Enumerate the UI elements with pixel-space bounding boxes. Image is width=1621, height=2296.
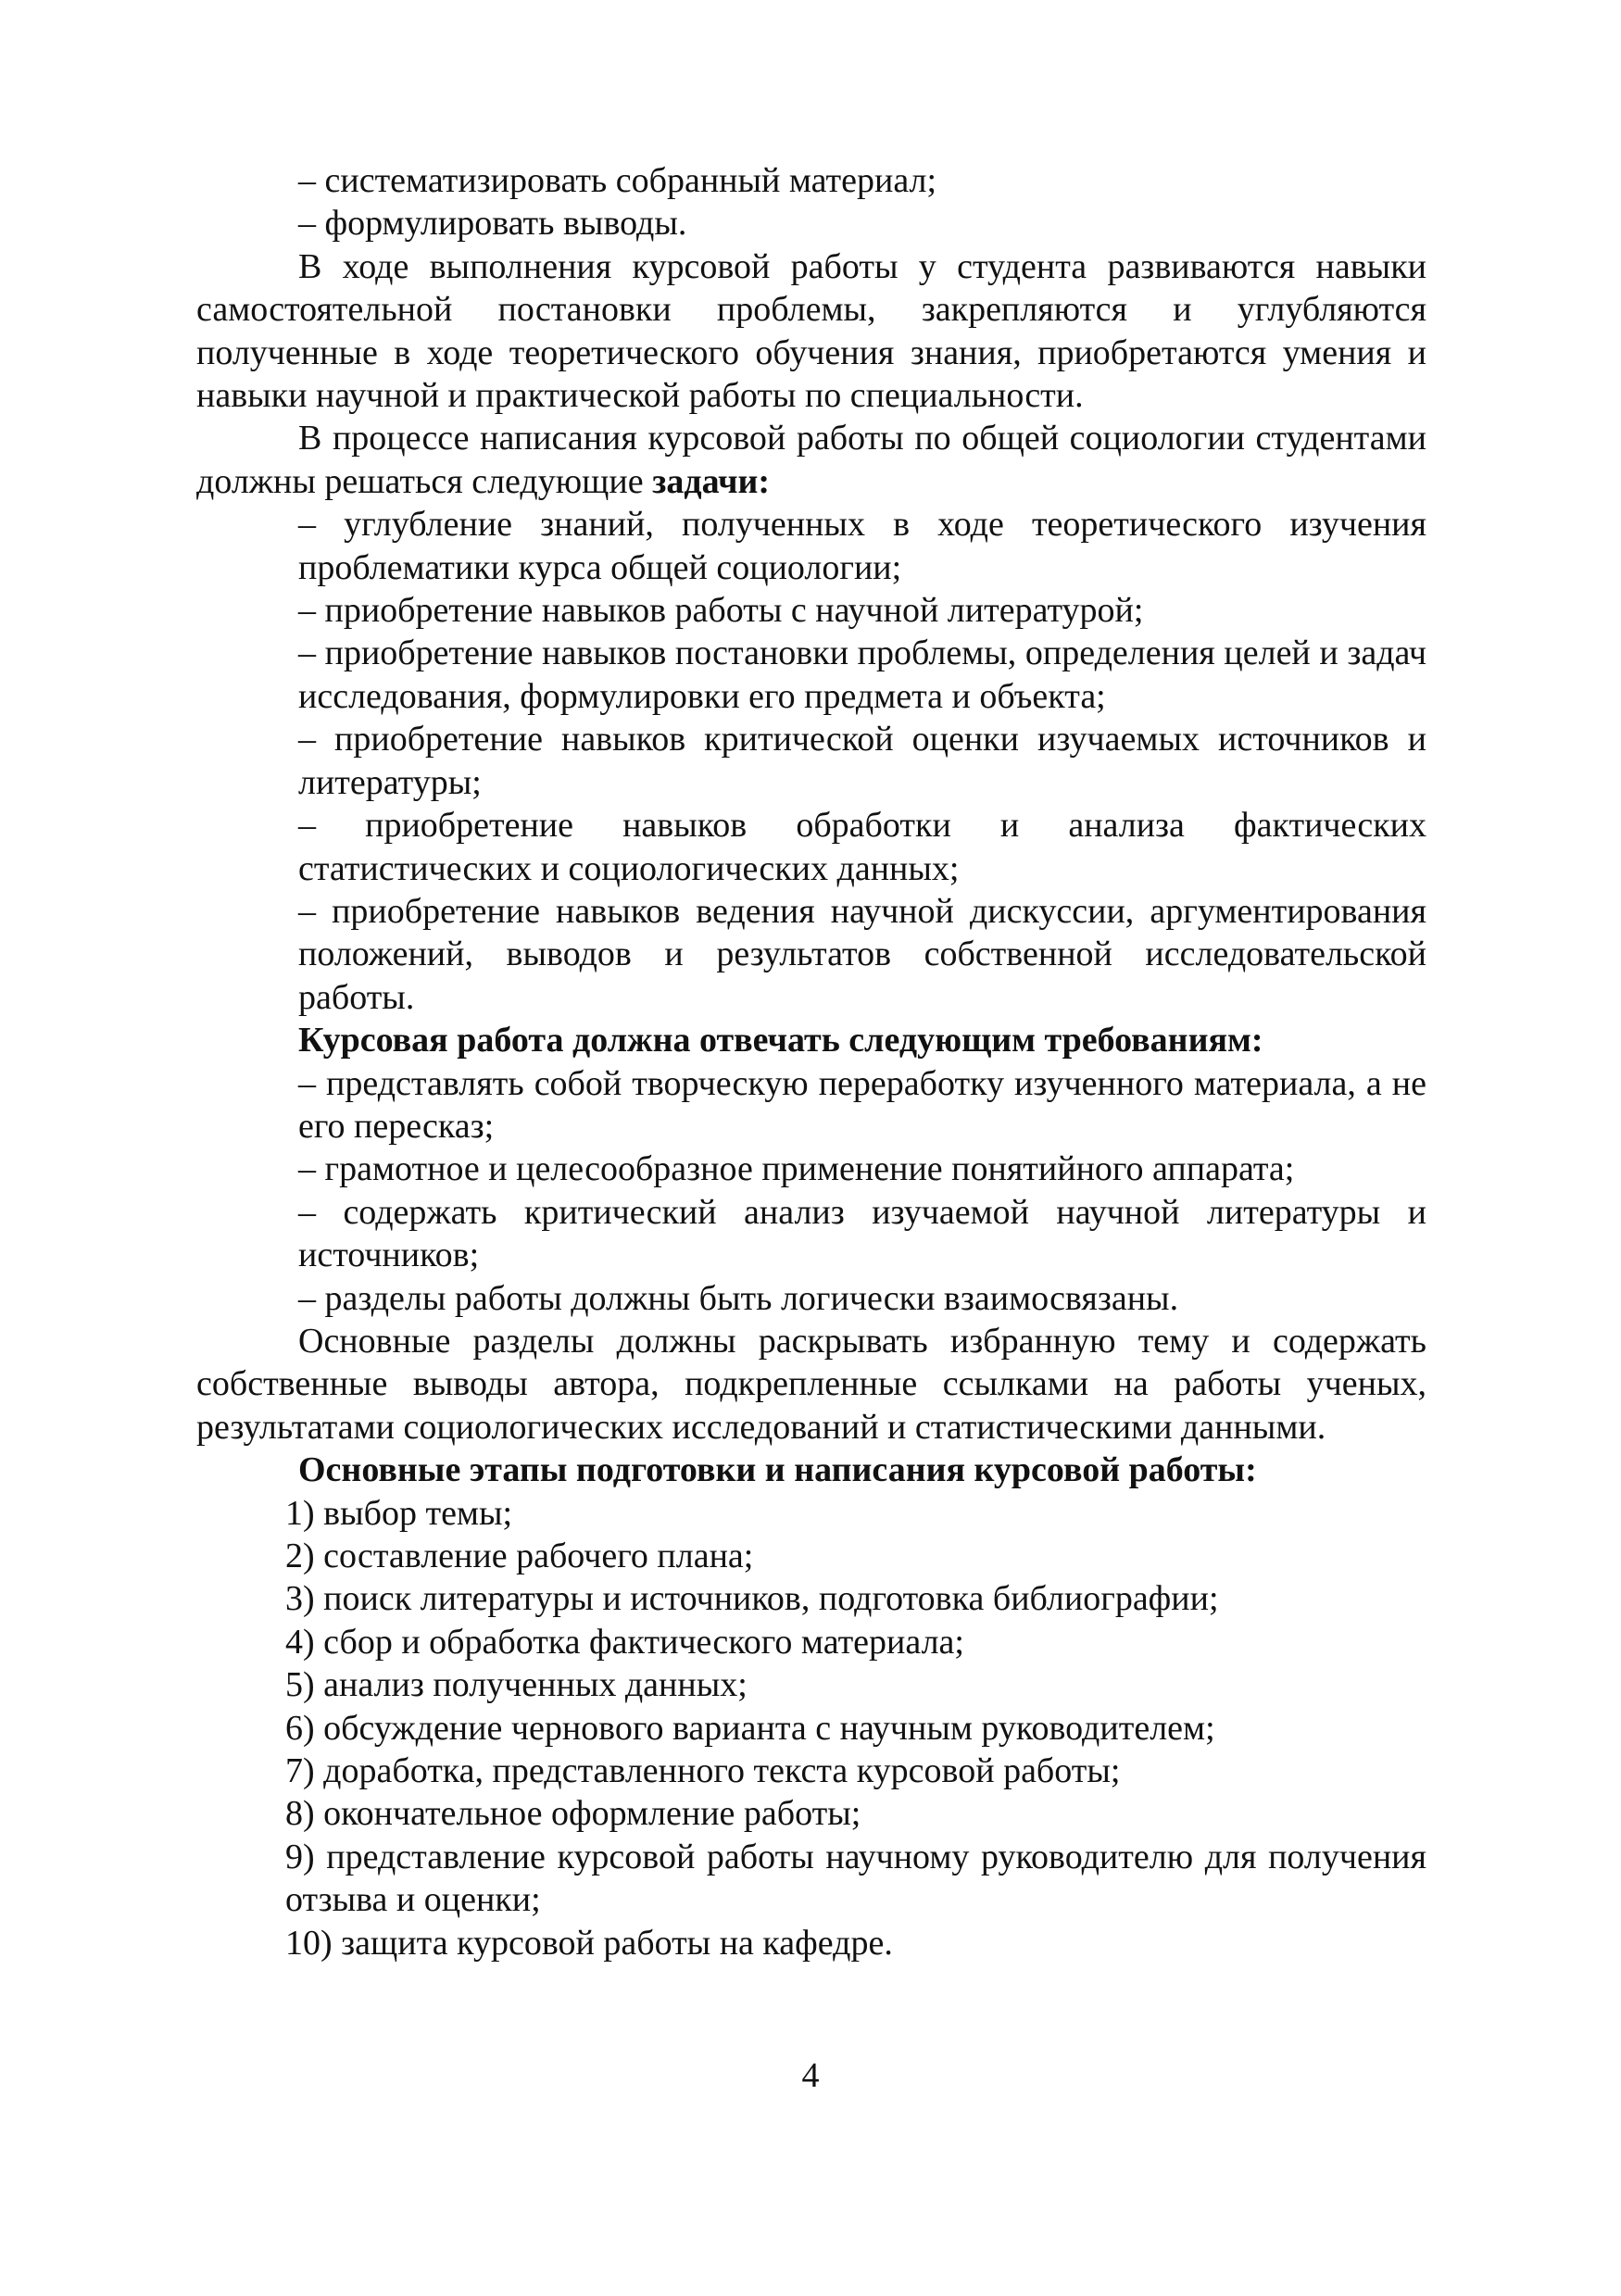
stages-heading [196, 1449, 1426, 1491]
tasks-label: задачи: [652, 461, 771, 501]
stage-item: 10) защита курсовой работы на кафедре. [285, 1923, 893, 1963]
paragraph-text: В процессе написания курсовой работы по общей социологии студентами должны решаться следующие [196, 419, 1426, 501]
task-item: – приобретение навыков обработки и анализа фактических статистических и социологических данных; [298, 806, 1426, 888]
requirement-item: – содержать критический анализ изучаемой научной литературы и источников; [298, 1192, 1426, 1275]
requirement-item: – разделы работы должны быть логически взаимосвязаны. [298, 1278, 1179, 1318]
stage-item: 2) составление рабочего плана; [285, 1537, 754, 1575]
stage-item: 8) окончательное оформление работы; [285, 1794, 861, 1834]
requirement-item: – грамотное и целесообразное применение понятийного аппарата; [298, 1149, 1295, 1189]
task-item: – приобретение навыков постановки проблемы, определения целей и задач исследования, формулировки его предмета и объекта; [298, 634, 1426, 716]
stage-item: 3) поиск литературы и источников, подготовка библиографии; [285, 1579, 1219, 1619]
requirements-heading [196, 1019, 1426, 1061]
list-item: – формулировать выводы. [298, 204, 687, 244]
paragraph: Основные разделы должны раскрывать избранную тему и содержать собственные выводы автора, подкрепленные ссылками на работы ученых, результатами социологических исследований и статистическими данными. [196, 1321, 1426, 1447]
requirements-heading-text: Курсовая работа должна отвечать следующим требованиям: [298, 1021, 1263, 1060]
requirement-item: – представлять собой творческую переработку изученного материала, а не его пересказ; [298, 1063, 1426, 1146]
stage-item: 7) доработка, представленного текста курсовой работы; [285, 1751, 1121, 1791]
task-item: – приобретение навыков работы с научной литературой; [298, 591, 1144, 631]
paragraph: В ходе выполнения курсовой работы у студента развиваются навыки самостоятельной постановки проблемы, закрепляются и углубляются полученные в ходе теоретического обучения знания, приобретаются умения и навыки научной и практической работы по специальности. [196, 246, 1426, 416]
task-item: – приобретение навыков критической оценки изучаемых источников и литературы; [298, 720, 1426, 802]
task-item: – углубление знаний, полученных в ходе теоретического изучения проблематики курса общей социологии; [298, 505, 1426, 587]
stages-heading-text: Основные этапы подготовки и написания курсовой работы: [298, 1450, 1257, 1490]
stage-item: 6) обсуждение чернового варианта с научным руководителем; [285, 1708, 1215, 1748]
list-item: – систематизировать собранный материал; [298, 161, 937, 200]
stage-item: 4) сбор и обработка фактического материала; [285, 1622, 964, 1662]
paragraph-tasks-intro [196, 417, 1426, 503]
stage-item: 5) анализ полученных данных; [285, 1665, 748, 1705]
stage-item: 1) выбор темы; [285, 1493, 513, 1533]
page-number: 4 [801, 2056, 820, 2095]
stage-item: 9) представление курсовой работы научному руководителю для получения отзыва и оценки; [285, 1837, 1426, 1920]
body-text [196, 159, 1426, 1964]
task-item: – приобретение навыков ведения научной дискуссии, аргументирования положений, выводов и результатов собственной исследовательской работы. [298, 891, 1426, 1017]
